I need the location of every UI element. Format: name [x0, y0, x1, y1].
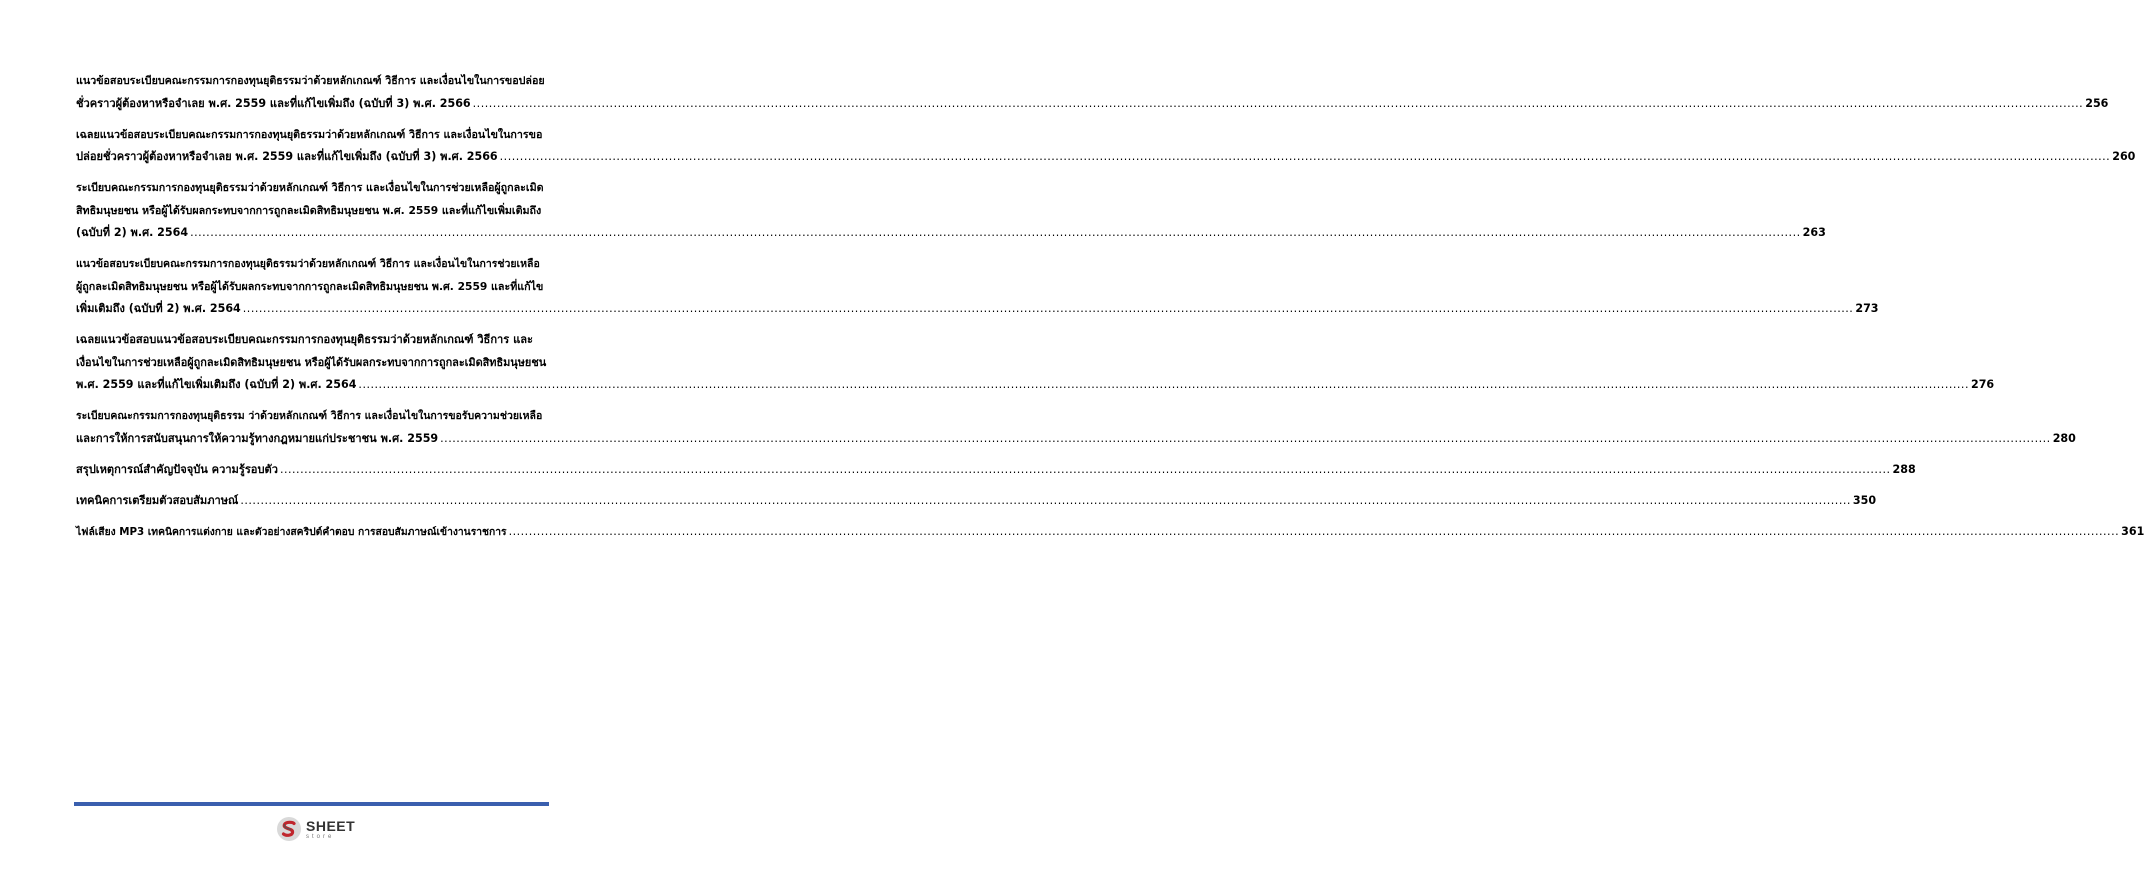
toc-entry — [76, 70, 2109, 115]
toc-page-number: 260 — [2112, 150, 2136, 163]
toc-entry-line: ระเบียบคณะกรรมการกองทุนยุติธรรมว่าด้วยหลักเกณฑ์ วิธีการ และเงื่อนไขในการช่วยเหลือผู้ถูกละเมิด — [76, 181, 544, 194]
toc-entry-title-end: ปล่อยชั่วคราวผู้ต้องหาหรือจำเลย พ.ศ. 2559 และที่แก้ไขเพิ่มถึง (ฉบับที่ 3) พ.ศ. 2566 — [76, 150, 498, 163]
toc-page-number: 350 — [1852, 493, 1877, 507]
logo-name: SHEET — [306, 817, 356, 834]
toc-page-number: 280 — [2052, 431, 2076, 445]
toc-entry-title-end: และการให้การสนับสนุนการให้ความรู้ทางกฎหมายแก่ประชาชน พ.ศ. 2559 — [76, 431, 439, 445]
toc-entry — [76, 405, 2076, 450]
toc-entry-line: ระเบียบคณะกรรมการกองทุนยุติธรรม ว่าด้วยหลักเกณฑ์ วิธีการ และเงื่อนไขในการขอรับความช่วยเหลือ — [76, 410, 543, 422]
toc-entry — [76, 177, 1826, 245]
dot-leader: ................................................................................................................................................................................................................................................................................................................................................................................................................ — [440, 431, 2051, 445]
dot-leader: ................................................................................................................................................................................................................................................................................................................................................................................................................ — [242, 302, 1854, 315]
toc-entry-last-line — [76, 521, 2144, 544]
toc-page-number: 263 — [1802, 226, 1826, 239]
toc-page-number: 288 — [1892, 462, 1916, 476]
toc-entry-last-line — [76, 298, 1879, 321]
toc-entry-last-line — [76, 222, 1826, 245]
toc-entry-title-end: เพิ่มเติมถึง (ฉบับที่ 2) พ.ศ. 2564 — [76, 302, 241, 315]
toc-entry-last-line — [76, 93, 2109, 116]
dot-leader: ................................................................................................................................................................................................................................................................................................................................................................................................................ — [279, 462, 1891, 476]
dot-leader: ................................................................................................................................................................................................................................................................................................................................................................................................................ — [358, 378, 1969, 391]
toc-entry — [76, 124, 2136, 169]
toc-entry-title-end: ไฟล์เสียง MP3 เทคนิคการแต่งกาย และตัวอย่างสคริปต์คำตอบ การสอบสัมภาษณ์เข้างานราชการ — [76, 525, 507, 538]
toc-entry-line: สิทธิมนุษยชน หรือผู้ได้รับผลกระทบจากการถูกละเมิดสิทธิมนุษยชน พ.ศ. 2559 และที่แก้ไขเพิ่มเติมถึง — [76, 203, 542, 217]
toc-page-number: 273 — [1855, 302, 1879, 315]
dot-leader: ................................................................................................................................................................................................................................................................................................................................................................................................................ — [499, 150, 2111, 163]
logo-text — [306, 819, 355, 840]
toc-page-number: 276 — [1970, 378, 1995, 391]
dot-leader: ................................................................................................................................................................................................................................................................................................................................................................................................................ — [472, 96, 2084, 110]
toc-entry-last-line — [76, 490, 1877, 513]
footer-divider — [74, 802, 549, 806]
toc-entry — [76, 329, 1995, 397]
toc-entry-last-line — [76, 146, 2136, 169]
toc-entry-title-end: พ.ศ. 2559 และที่แก้ไขเพิ่มเติมถึง (ฉบับที่ 2) พ.ศ. 2564 — [76, 378, 357, 391]
toc-entry-title-end: เทคนิคการเตรียมตัวสอบสัมภาษณ์ — [76, 493, 239, 507]
toc-entry-line: แนวข้อสอบระเบียบคณะกรรมการกองทุนยุติธรรมว่าด้วยหลักเกณฑ์ วิธีการ และเงื่อนไขในการขอปล่อย — [76, 74, 545, 87]
toc-entry-line: เฉลยแนวข้อสอบแนวข้อสอบระเบียบคณะกรรมการกองทุนยุติธรรมว่าด้วยหลักเกณฑ์ วิธีการ และ — [76, 333, 533, 346]
toc-entry-last-line — [76, 428, 2076, 451]
toc-entry-line: ผู้ถูกละเมิดสิทธิมนุษยชน หรือผู้ได้รับผลกระทบจากการถูกละเมิดสิทธิมนุษยชน พ.ศ. 2559 และที่แก้ไข — [76, 279, 544, 293]
toc-entry-line: แนวข้อสอบระเบียบคณะกรรมการกองทุนยุติธรรมว่าด้วยหลักเกณฑ์ วิธีการ และเงื่อนไขในการช่วยเหลือ — [76, 258, 540, 270]
toc-entry-line: เงื่อนไขในการช่วยเหลือผู้ถูกละเมิดสิทธิมนุษยชน หรือผู้ได้รับผลกระทบจากการถูกละเมิดสิทธิมนุษยชน — [76, 355, 547, 369]
toc-entry-last-line — [76, 459, 1916, 482]
logo-subtitle: store — [306, 833, 335, 840]
toc-entry-title-end: (ฉบับที่ 2) พ.ศ. 2564 — [76, 226, 189, 239]
toc-entry-last-line — [76, 374, 1995, 397]
sheet-store-logo — [276, 814, 386, 844]
toc-entry — [76, 459, 1916, 482]
dot-leader: ................................................................................................................................................................................................................................................................................................................................................................................................................ — [240, 493, 1851, 507]
toc-page-number: 361 — [2121, 524, 2144, 538]
dot-leader: ................................................................................................................................................................................................................................................................................................................................................................................................................ — [190, 226, 1801, 239]
sheet-store-s-icon — [276, 816, 302, 842]
toc-entry-title-end: สรุปเหตุการณ์สำคัญปัจจุบัน ความรู้รอบตัว — [76, 462, 278, 476]
table-of-contents — [76, 70, 2144, 552]
toc-entry-title-end: ชั่วคราวผู้ต้องหาหรือจำเลย พ.ศ. 2559 และที่แก้ไขเพิ่มถึง (ฉบับที่ 3) พ.ศ. 2566 — [76, 96, 471, 110]
toc-entry-line: เฉลยแนวข้อสอบระเบียบคณะกรรมการกองทุนยุติธรรมว่าด้วยหลักเกณฑ์ วิธีการ และเงื่อนไขในการขอ — [76, 127, 543, 141]
toc-page-number: 256 — [2085, 96, 2109, 110]
toc-entry — [76, 521, 2144, 544]
toc-entry — [76, 490, 1877, 513]
dot-leader: ................................................................................................................................................................................................................................................................................................................................................................................................................ — [508, 524, 2120, 538]
toc-entry — [76, 253, 1879, 321]
